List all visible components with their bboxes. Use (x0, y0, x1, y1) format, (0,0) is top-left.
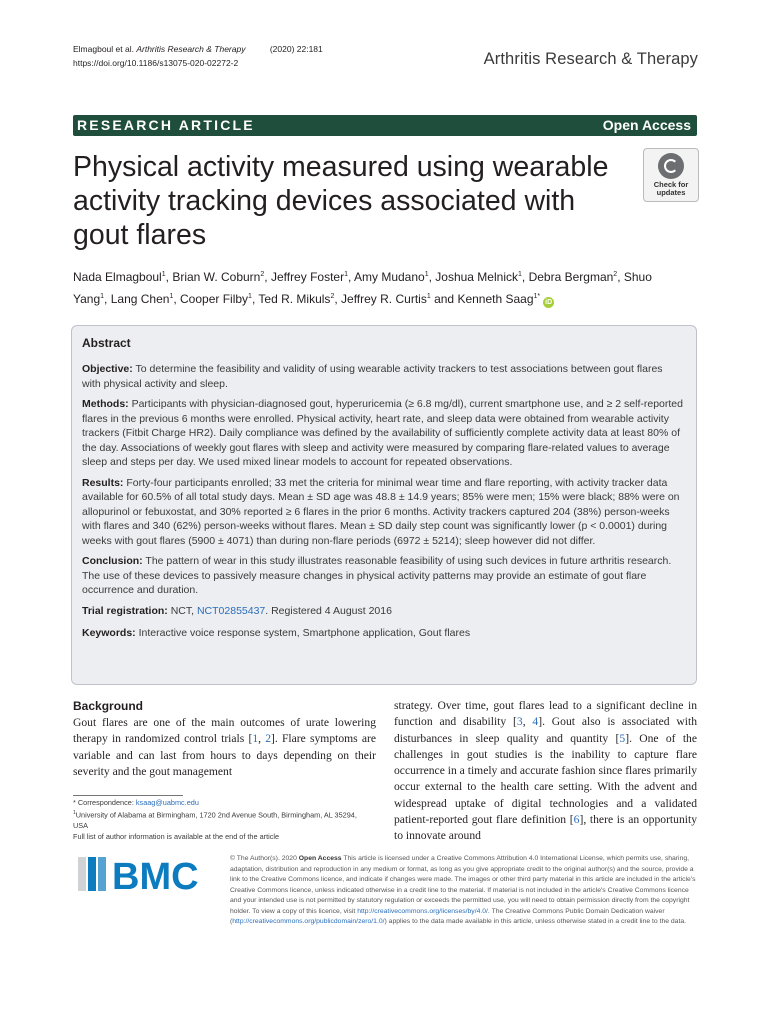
author-affiliation: 1 (344, 271, 348, 278)
badge-line2: updates (656, 188, 686, 197)
bmc-logo (78, 853, 220, 895)
article-title: Physical activity measured using wearable activity tracking devices associated with gout flares (73, 151, 609, 251)
objective-text: To determine the feasibility and validity of using wearable activity trackers to test associations between gout flares with physical activity and sleep. (82, 363, 663, 390)
author-affiliation: 1 (518, 271, 522, 278)
body-right-column (394, 698, 697, 845)
corr-label: * Correspondence: (73, 798, 134, 807)
author-affiliation: 2 (330, 293, 335, 300)
author-affiliation: 1* (533, 293, 541, 300)
orcid-icon[interactable]: iD (545, 299, 553, 306)
bg-text-b: ]. Flare symptoms are variable and can last from hours to days depending on their severity and the gout management (73, 732, 377, 778)
license-text2: . The Creative Commons Public Domain Dedication waiver ( (230, 907, 665, 925)
check-for-updates-button[interactable] (643, 148, 699, 202)
footnotes (73, 797, 373, 842)
author-name: Shuo Yang (73, 270, 652, 306)
open-access-label: Open Access (602, 117, 691, 133)
conclusion-text: The pattern of wear in this study illustrates reasonable feasibility of using such devices in future arthritis research. The use of these devices to passively measure changes in physical activity patterns may provide an estimate of gout flare occurrence and duration. (82, 555, 672, 596)
header-authors: Elmagboul et al. (73, 44, 134, 54)
article-type-banner (73, 115, 697, 136)
abstract-results (82, 476, 684, 549)
ref-link-5[interactable]: 5 (619, 731, 626, 745)
results-label: Results: (82, 476, 124, 489)
footnote-divider (73, 795, 183, 796)
affiliation (73, 808, 373, 831)
header-journal: Arthritis Research & Therapy (136, 44, 246, 54)
bmc-logo-text: BMC (112, 856, 199, 895)
license-text1: This article is licensed under a Creative Commons Attribution 4.0 International License, which permits use, sharing, adaptation, distribution and reproduction in any medium or format, as long as you give appropriate credit to the original author(s) and the source, provide a link to the Creative Commons licence, and indicate if changes were made. The images or other third party material in this article are included in the article's Creative Commons licence, unless indicated otherwise in a credit line to the material. If material is not included in the article's Creative Commons licence and your intended use is not permitted by statutory regulation or exceeds the permitted use, you will need to obtain permission directly from the copyright holder. To view a copy of this licence, visit (230, 855, 696, 915)
ref-sep: , (522, 715, 533, 729)
aff-num: 1 (73, 810, 76, 816)
author-affiliation: 1 (426, 293, 431, 300)
author-affiliation: 1 (248, 293, 252, 300)
author-name: Ted R. Mikuls (258, 292, 331, 306)
bmc-logo-mark (98, 857, 106, 891)
author-joiner: and (430, 292, 458, 306)
trial-prefix: NCT, (170, 604, 195, 617)
abstract-box (71, 325, 697, 685)
bg-text-d: ]. Gout also is associated with disturbances in sleep quality and quantity [ (394, 715, 697, 745)
abstract-trial (82, 604, 684, 619)
license-link-cc-by[interactable]: http://creativecommons.org/licenses/by/4.0/ (357, 907, 488, 915)
badge-line1: Check for (653, 180, 689, 189)
running-header (73, 42, 323, 70)
license-text3: ) applies to the data made available in this article, unless otherwise stated in a credit line to the data. (384, 918, 687, 925)
abstract-keywords (82, 626, 684, 641)
doi-link[interactable]: https://doi.org/10.1186/s13075-020-02272-2 (73, 58, 239, 68)
author-name: Jeffrey Foster (270, 270, 345, 284)
author-name: Kenneth Saag (457, 292, 534, 306)
trial-suffix: . Registered 4 August 2016 (265, 604, 392, 617)
author-affiliation: 2 (613, 271, 618, 278)
objective-label: Objective: (82, 363, 133, 375)
author-name: Amy Mudano (354, 270, 425, 284)
header-citation: (2020) 22:181 (269, 44, 323, 54)
abstract-heading: Abstract (82, 336, 131, 350)
journal-name: Arthritis Research & Therapy (483, 50, 698, 68)
bmc-logo-mark (78, 857, 86, 891)
license-prefix: © The Author(s). 2020 (230, 855, 297, 862)
author-name: Jeffrey R. Curtis (341, 292, 427, 306)
keywords-label: Keywords: (82, 627, 136, 639)
aff-text: University of Alabama at Birmingham, 1720 2nd Avenue South, Birmingham, AL 35294, USA (73, 810, 357, 831)
author-list: Nada Elmagboul$^1$, Brian W. Coburn$^2$, Jeffrey Foster$^1$, Amy Mudano$^1$, Joshua Melnick$^1$, Debra Bergman$^2$, Shuo Yang$^1$, Lang Chen$^1$, Cooper Filby$^1$, Ted R. Mikuls$^2$, Jeffrey R. Curtis$^1$ and Kenneth Saag$^{1*}$iD (73, 270, 652, 306)
ref-link-2[interactable]: 2 (265, 732, 272, 746)
results-text: Forty-four participants enrolled; 33 met the criteria for minimal wear time and flare reporting, with activity tracker data available for 60.5% of all total study days. Mean ± SD age was 48.8 ± 14.9 years; 85% were men; 15% were black; 88% were on allopurinol or febuxostat, and 30% reported ≥ 6 flares in the prior 6 months. Activity trackers captured 204 (38%) person-weeks with flares and 340 (62%) person-weeks without flares. Mean ± SD daily step count was significantly lower (p < 0.0001) during weeks with gout flares (5900 ± 4071) than during non-flare periods (6972 ± 5214); sleep however did not differ. (82, 476, 680, 547)
author-affiliation: 1 (169, 293, 174, 300)
keywords-text: Interactive voice response system, Smartphone application, Gout flares (138, 627, 471, 639)
article-type: RESEARCH ARTICLE (77, 117, 255, 133)
abstract-methods (82, 397, 684, 470)
trial-label: Trial registration: (82, 604, 168, 617)
bg-text-c: strategy. Over time, gout flares lead to a significant decline in function and disability [ (394, 699, 697, 729)
methods-text: Participants with physician-diagnosed gout, hyperuricemia (≥ 6.8 mg/dl), current smartphone use, and ≥ 2 self-reported flares in the previous 6 months were enrolled. Physical activity, heart rate, and sleep data were obtained from wearable activity trackers (Fitbit Charge HR2). Daily compliance was defined by the availability of sufficiently complete activity data at least 80% of the day. Associations of weekly gout flares with sleep and activity were measured by comparing flare-related values to average sleep and steps per day. We used mixed linear models to account for repeated observations. (82, 398, 683, 468)
background-heading: Background (73, 699, 144, 713)
bg-text-a: Gout flares are one of the main outcomes of urate lowering therapy in randomized control trials [ (73, 716, 376, 746)
author-affiliation: 1 (161, 271, 166, 278)
license-link-cc0[interactable]: http://creativecommons.org/publicdomain/zero/1.0/ (232, 918, 385, 925)
author-info-note: Full list of author information is available at the end of the article (73, 832, 280, 842)
author-name: Lang Chen (110, 292, 170, 306)
author-affiliation: 1 (100, 293, 105, 300)
ref-link-1[interactable]: 1 (252, 732, 259, 746)
bg-text-e: ]. One of the challenges in gout studies is the inability to capture flare occurrence in a timely and accurate fashion since flares primarily occur external to the health care setting. With the advent and widespread uptake of digital technologies and a validated patient-reported gout flare definition [ (394, 731, 698, 827)
bmc-logo-mark (88, 857, 96, 891)
author-affiliation: 1 (424, 271, 429, 278)
ref-link-4[interactable]: 4 (532, 715, 539, 729)
email-link[interactable]: ksaag@uabmc.edu (135, 798, 199, 807)
author-name: Debra Bergman (528, 270, 614, 284)
update-icon (658, 153, 684, 179)
methods-label: Methods: (82, 398, 129, 410)
author-name: Cooper Filby (180, 292, 249, 306)
ref-link-3[interactable]: 3 (516, 715, 523, 729)
bg-text-f: ], there is an opportunity to innovate around (394, 813, 697, 843)
background-paragraph (73, 715, 376, 780)
abstract-objective (82, 362, 684, 391)
ref-link-6[interactable]: 6 (573, 813, 580, 827)
author-affiliation: 2 (260, 271, 265, 278)
badge-label (644, 181, 698, 197)
correspondence (73, 797, 373, 808)
trial-link[interactable]: NCT02855437 (196, 604, 266, 617)
conclusion-label: Conclusion: (82, 555, 143, 567)
ref-sep: , (258, 732, 266, 746)
license-oa: Open Access (298, 855, 342, 862)
author-name: Joshua Melnick (435, 270, 518, 284)
author-name: Brian W. Coburn (172, 270, 261, 284)
author-name: Nada Elmagboul (73, 270, 162, 284)
abstract-conclusion (82, 554, 684, 598)
body-left-column (73, 698, 376, 780)
license-text (230, 854, 696, 928)
